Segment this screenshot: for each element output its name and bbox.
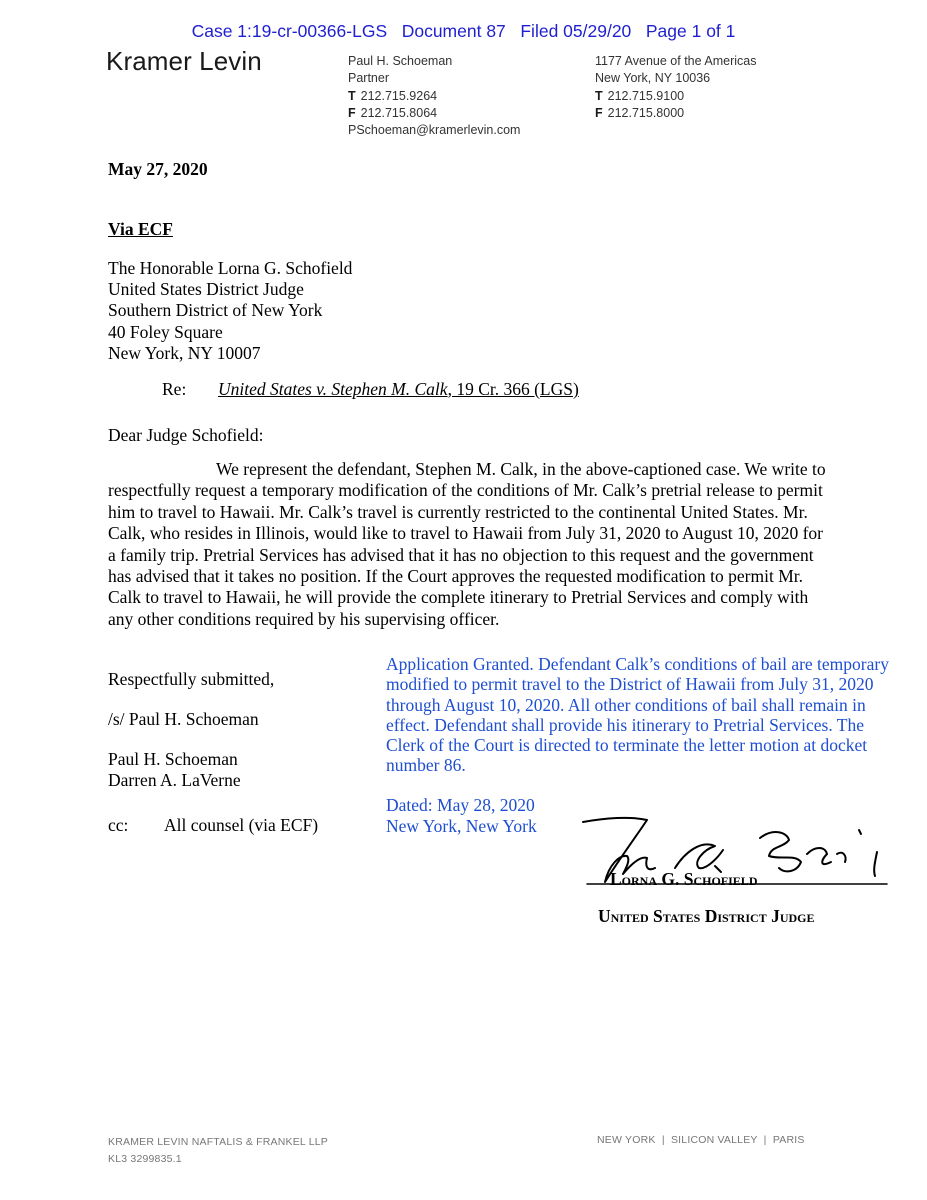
addressee-block	[108, 258, 352, 364]
footer-office-locations: NEW YORK | SILICON VALLEY | PARIS	[597, 1134, 805, 1146]
office-phone-line	[595, 88, 756, 105]
signer-name: Paul H. Schoeman	[108, 749, 238, 769]
fax-label: F	[595, 105, 603, 120]
sender-title: Partner	[348, 71, 389, 86]
office-contact-block	[595, 53, 756, 122]
judge-title: United States District Judge	[598, 906, 815, 926]
sender-name: Paul H. Schoeman	[348, 54, 453, 68]
addressee-line: New York, NY 10007	[108, 342, 261, 363]
firm-logo: Kramer Levin	[106, 46, 262, 76]
phone-label: T	[348, 88, 356, 103]
addressee-line: United States District Judge	[108, 279, 304, 300]
signer-list	[108, 749, 241, 791]
addressee-line: The Honorable Lorna G. Schofield	[108, 258, 353, 278]
office-fax: 212.715.8000	[607, 105, 685, 120]
electronic-signature: /s/ Paul H. Schoeman	[108, 709, 259, 729]
letter-body	[108, 459, 828, 630]
footer-firm-name: KRAMER LEVIN NAFTALIS & FRANKEL LLP	[108, 1136, 328, 1148]
sender-fax: 212.715.8064	[360, 105, 438, 120]
addressee-line: Southern District of New York	[108, 300, 323, 321]
salutation: Dear Judge Schofield:	[108, 425, 264, 445]
signer-name: Darren A. LaVerne	[108, 770, 241, 790]
delivery-method: Via ECF	[108, 219, 173, 239]
cc-value: All counsel (via ECF)	[164, 815, 319, 835]
cc-label: cc:	[108, 815, 129, 835]
sender-email: PSchoeman@kramerlevin.com	[348, 123, 521, 138]
office-phone: 212.715.9100	[607, 88, 685, 103]
office-fax-line	[595, 105, 756, 122]
endorsement-date: Dated: May 28, 2020	[386, 795, 535, 815]
office-city: New York, NY 10036	[595, 71, 711, 86]
body-paragraph: We represent the defendant, Stephen M. Calk, in the above-captioned case. We write to respectfully request a temporary modification of the conditions of Mr. Calk’s pretrial release to permit him to travel to Hawaii. Mr. Calk’s travel is currently restricted to the continental United States. Mr. Calk, who resides in Illinois, would like to travel to Hawaii from July 31, 2020 to August 10, 2020 for a family trip. Pretrial Services has advised that it has no objection to this request and the government has advised that it takes no position. If the Court approves the requested modification to permit Mr. Calk to travel to Hawaii, he will provide the complete itinerary to Pretrial Services and comply with any other conditions required by his supervising officer.	[108, 459, 826, 629]
endorsement-dated-block	[386, 795, 537, 836]
case-number: , 19 Cr. 366 (LGS)	[447, 379, 579, 399]
endorsement-place: New York, New York	[386, 815, 537, 836]
closing: Respectfully submitted,	[108, 669, 275, 689]
footer-document-id: KL3 3299835.1	[108, 1153, 182, 1165]
re-subject	[218, 379, 579, 400]
re-label: Re:	[162, 379, 187, 399]
letter-date: May 27, 2020	[108, 159, 208, 179]
sender-fax-line	[348, 105, 520, 122]
addressee-line: 40 Foley Square	[108, 321, 223, 342]
office-street: 1177 Avenue of the Americas	[595, 54, 757, 68]
phone-label: T	[595, 88, 603, 103]
ecf-filing-header: Case 1:19-cr-00366-LGS Document 87 Filed 05/29/20 Page 1 of 1	[191, 21, 736, 41]
sender-phone-line	[348, 88, 520, 105]
case-name: United States v. Stephen M. Calk	[218, 379, 448, 399]
footer-firm-block	[108, 1134, 328, 1168]
sender-phone: 212.715.9264	[360, 88, 438, 103]
fax-label: F	[348, 105, 356, 120]
court-endorsement: Application Granted. Defendant Calk’s conditions of bail are temporary modified to permit travel to the District of Hawaii from July 31, 2020 through August 10, 2020. All other conditions of bail shall remain in effect. Defendant shall provide his itinerary to Pretrial Services. The Clerk of the Court is directed to terminate the letter motion at docket number 86.	[386, 654, 889, 776]
sender-contact-block	[348, 53, 520, 139]
judge-name: Lorna G. Schofield	[610, 869, 758, 889]
